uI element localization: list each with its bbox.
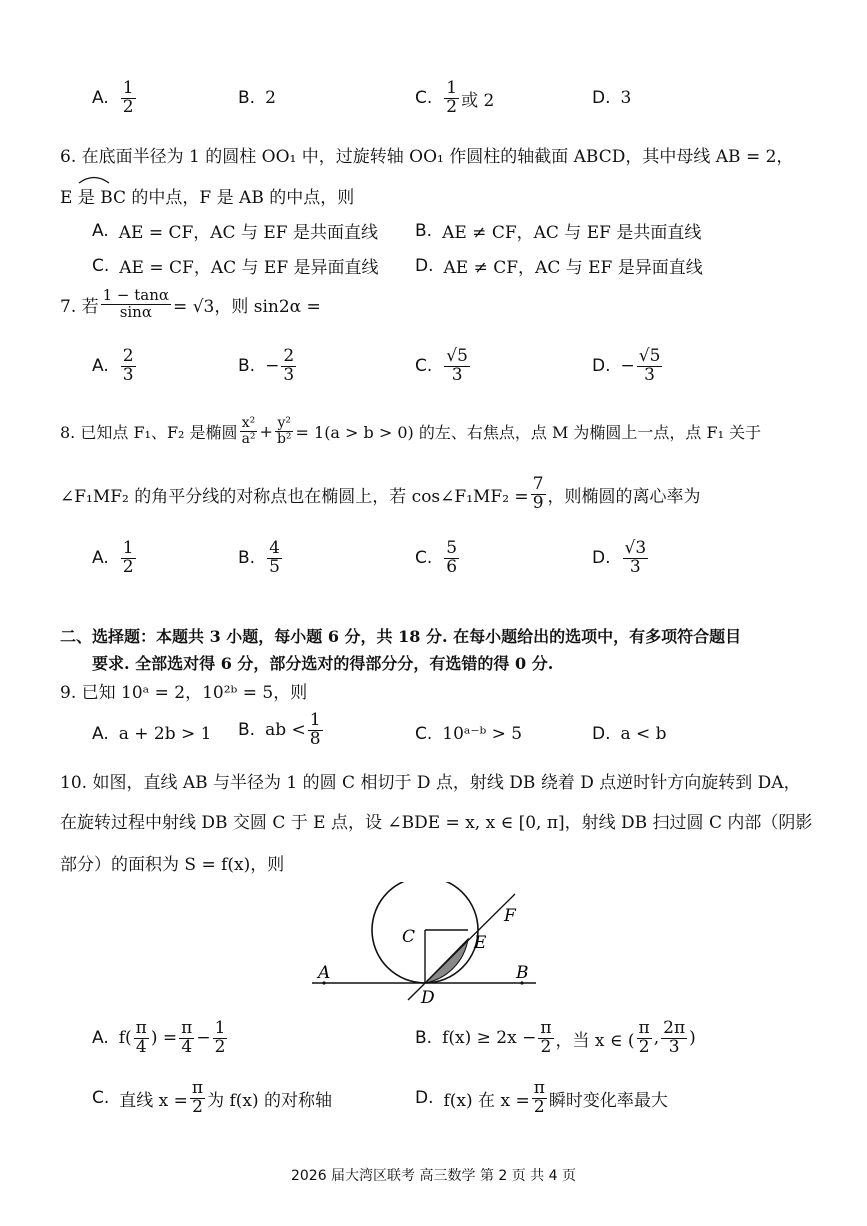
q5-option-a: A. $\frac{1}{2}$ — [92, 78, 134, 117]
q9-option-b: B. ab < $\frac{1}{8}$ — [238, 710, 321, 749]
q6-option-c: C. AE = CF，AC 与 EF 是异面直线 — [92, 255, 379, 278]
page-footer: 2026 届大湾区联考 高三数学 第 2 页 共 4 页 — [290, 1168, 577, 1184]
q7-option-b: B. − $\frac{2}{3}$ — [238, 346, 295, 385]
q10-stem-line1: 10. 如图，直线 AB 与半径为 1 的圆 C 相切于 D 点，射线 DB 绕着 D 点逆时针方向旋转到 DA， — [60, 773, 801, 793]
q7-option-d: D. − $\frac{√5}{3}$ — [592, 346, 661, 385]
q8-option-b: B. $\frac{4}{5}$ — [238, 538, 280, 577]
q9-option-d: D. a < b — [592, 724, 667, 744]
q10-figure — [300, 882, 560, 1012]
section2-heading-line1: 二、选择题：本题共 3 小题，每小题 6 分，共 18 分. 在每小题给出的选项中，有多项符合题目 — [60, 627, 742, 646]
section2-heading-line2: 要求. 全部选对得 6 分，部分选对的得部分分，有选错的得 0 分. — [92, 654, 554, 673]
q7-option-a: A. $\frac{2}{3}$ — [92, 346, 134, 385]
q5-option-d: D. 3 — [592, 88, 632, 108]
ray-df — [408, 894, 515, 1000]
label-f: F — [504, 906, 516, 926]
q6-stem-line1: 6. 在底面半径为 1 的圆柱 OO₁ 中，过旋转轴 OO₁ 作圆柱的轴截面 ABCD，其中母线 AB = 2， — [60, 147, 794, 167]
q6-stem-line2: E 是 BC 的中点，F 是 AB 的中点，则 — [60, 188, 355, 208]
label-a: A — [318, 963, 331, 983]
q7-stem: 7. 若 $\frac{1 - \tan\alpha}{\sin\alpha}$ = √3，则 sin2α = — [60, 286, 321, 321]
arc-mark — [76, 174, 112, 184]
q10-option-d: D. f(x) 在 x = $\frac{\pi}{2}$ 瞬时变化率最大 — [415, 1078, 668, 1117]
q8-option-a: A. $\frac{1}{2}$ — [92, 538, 134, 577]
q10-option-b: B. f(x) ≥ 2x − $\frac{\pi}{2}$ ，当 x ∈ ( $\frac{\pi}{2}$ , $\frac{2\pi}{3}$ ) — [415, 1018, 696, 1057]
q6-option-b: B. AE ≠ CF，AC 与 EF 是共面直线 — [415, 220, 702, 243]
q10-option-c: C. 直线 x = $\frac{\pi}{2}$ 为 f(x) 的对称轴 — [92, 1078, 333, 1117]
q8-stem-line2: ∠F₁MF₂ 的角平分线的对称点也在椭圆上，若 cos∠F₁MF₂ = $\frac{7}{9}$ ，则椭圆的离心率为 — [60, 474, 701, 513]
q8-option-c: C. $\frac{5}{6}$ — [415, 538, 458, 577]
q10-option-a: A. f( $\frac{\pi}{4}$ ) = $\frac{\pi}{4}$ − $\frac{1}{2}$ — [92, 1018, 226, 1057]
label-b: B — [516, 963, 529, 983]
q9-stem: 9. 已知 10ᵃ = 2，10²ᵇ = 5，则 — [60, 683, 308, 703]
q9-option-a: A. a + 2b > 1 — [92, 724, 212, 744]
q5-option-b: B. 2 — [238, 88, 276, 108]
q10-stem-line2: 在旋转过程中射线 DB 交圆 C 于 E 点，设 ∠BDE = x, x ∈ [0, π]，射线 DB 扫过圆 C 内部（阴影 — [60, 813, 813, 833]
label-e: E — [474, 933, 487, 953]
label-d: D — [421, 988, 435, 1008]
q6-option-a: A. AE = CF，AC 与 EF 是共面直线 — [92, 220, 378, 243]
label-c: C — [402, 927, 416, 947]
q8-option-d: D. $\frac{√3}{3}$ — [592, 538, 647, 577]
q6-option-d: D. AE ≠ CF，AC 与 EF 是异面直线 — [415, 255, 703, 278]
q8-stem-line1: 8. 已知点 F₁、F₂ 是椭圆 $\frac{\text{x²}}{\text{a²}}$ + $\frac{\text{y²}}{\text{b²}}$ = 1(a > b > 0) 的左、右焦点，点 M 为椭圆上一点，点 F₁ 关于 — [60, 415, 762, 447]
q9-option-c: C. 10ᵃ⁻ᵇ > 5 — [415, 724, 523, 744]
q5-option-c: C. $\frac{1}{2}$ 或 2 — [415, 78, 495, 117]
q7-option-c: C. $\frac{√5}{3}$ — [415, 346, 468, 385]
q10-stem-line3: 部分）的面积为 S = f(x)，则 — [60, 855, 285, 875]
